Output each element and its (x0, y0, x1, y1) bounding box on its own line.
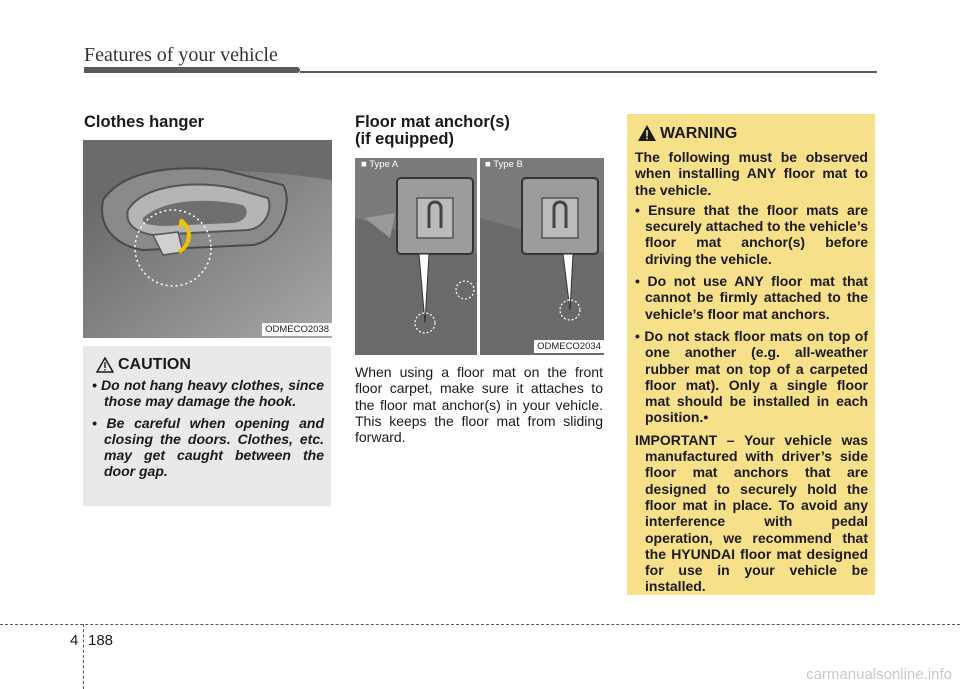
warning-item: • Do not stack floor mats on top of one another (e.g. all-weather rubber mat on top of a carpeted floor mat). Only a single floor mat should be installed in each position.• (635, 327, 868, 426)
watermark: carmanualsonline.info (806, 666, 952, 683)
caution-list (92, 377, 324, 485)
chapter-number: 4 (70, 632, 79, 649)
clothes-hanger-heading: Clothes hanger (84, 113, 205, 131)
figure-code: ODMECO2038 (262, 323, 332, 336)
caution-icon (96, 357, 114, 378)
floor-mat-figure (355, 158, 604, 355)
caution-item: • Be careful when opening and closing the doors. Clothes, etc. may get caught between the door gap. (92, 414, 325, 480)
type-a-label: ■ Type A (361, 159, 399, 170)
warning-title: WARNING (660, 125, 738, 142)
figure-code: ODMECO2034 (534, 340, 604, 353)
warning-body (635, 149, 868, 595)
footer-rule (0, 624, 960, 625)
warning-icon (637, 124, 657, 147)
section-title: Features of your vehicle (84, 44, 278, 66)
floor-mat-body: When using a floor mat on the front floor carpet, make sure it attaches to the floor mat anchor(s) in your vehicle. This keeps the floor mat from sliding forward. (355, 364, 603, 446)
page-number: 188 (88, 632, 114, 649)
warning-item: • Do not use ANY floor mat that cannot be firmly attached to the vehicle’s floor mat anchors. (635, 273, 869, 322)
caution-title: CAUTION (118, 356, 191, 373)
clothes-hanger-figure (83, 140, 332, 338)
type-b-label: ■ Type B (485, 159, 523, 170)
warning-important: IMPORTANT – Your vehicle was manufactured with driver’s side floor mat anchors that are designed to securely hold the floor mat in place. To avoid any interference with pedal operation, we recommend that the HYUNDAI floor mat designed for use in your vehicle be installed. (635, 431, 868, 595)
caution-item: • Do not hang heavy clothes, since those may damage the hook. (92, 377, 325, 410)
clothes-hanger-illustration (83, 140, 332, 338)
floor-mat-illustration (355, 158, 604, 355)
warning-item: • Ensure that the floor mats are securely attached to the vehicle’s floor mat anchor(s) before driving the vehicle. (635, 201, 868, 267)
footer-divider (83, 624, 84, 689)
header-rule (300, 71, 877, 73)
floor-mat-heading: Floor mat anchor(s) (if equipped) (355, 113, 510, 148)
header-bar (84, 67, 300, 73)
warning-intro: The following must be observed when installing ANY floor mat to the vehicle. (635, 149, 868, 198)
warning-list (635, 202, 868, 426)
